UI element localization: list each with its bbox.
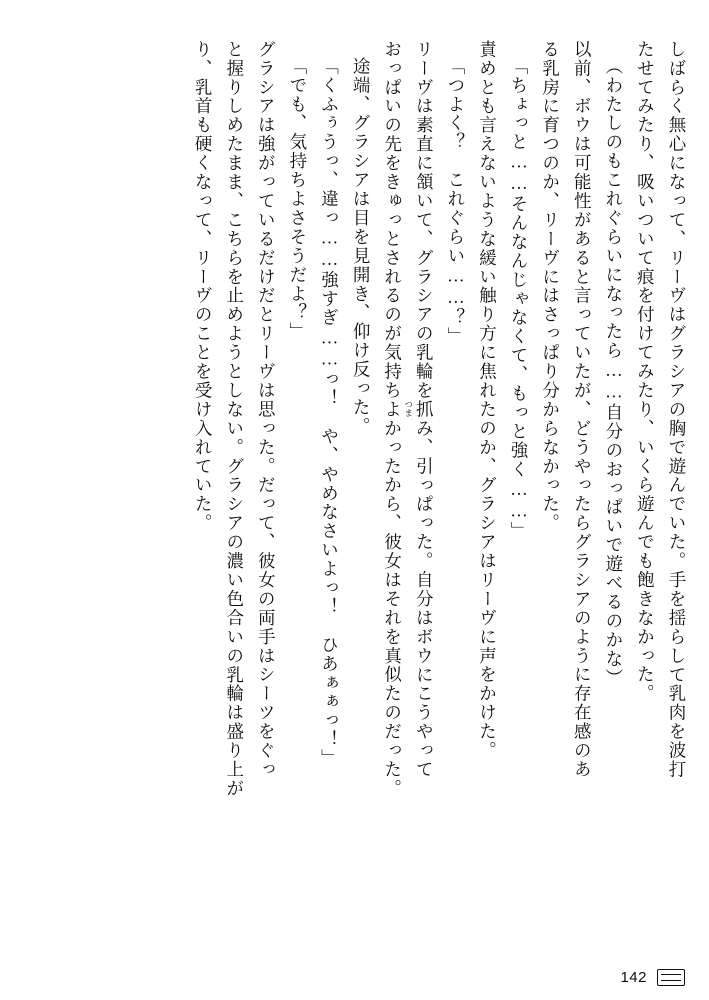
text-line: グラシアは強がっているだけだとリーヴは思った。だって、彼女の両手はシーツをぐっ [256,40,277,780]
text-line: 責めとも言えないような緩い触り方に焦れたのか、グラシアはリーヴに声をかけた。 [477,40,498,761]
text-line: り、乳首も硬くなって、リーヴのことを受け入れていた。 [193,40,214,533]
text-line: 「ちょっと……そんなんじゃなくて、もっと強く……」 [509,57,530,541]
text-line: （わたしのもこれぐらいになったら……自分のおっぱいで遊べるのかな） [603,57,624,688]
publisher-logo-icon [657,969,685,986]
text-line: リーヴは素直に頷いて、グラシアの乳輪を抓 つま み、引っぱった。自分はボウにこうやって [403,40,435,780]
text-line: 「くふぅうっ、違っ……強すぎ……っ！ や、やめなさいよっ！ ひあぁぁっ！」 [319,57,340,769]
text-line: 「でも、気持ちよさそうだよ？」 [287,57,308,342]
page-number: 142 [620,969,647,986]
text-line: 「つよく？ これぐらい……？」 [445,57,466,347]
text-line: おっぱいの先をきゅっとされるのが気持ちよかったから、彼女はそれを真似たのだった。 [382,40,403,798]
text-line: しばらく無心になって、リーヴはグラシアの胸で遊んでいた。手を揺らして乳肉を波打 [667,40,687,780]
ruby-base: 抓 つま [403,400,435,420]
text-line: る乳房に育つのか、リーヴにはさっぱり分からなかった。 [540,40,561,533]
ruby-reading: つま [403,400,414,418]
text-line: 途端、グラシアは目を見開き、仰け反った。 [351,57,372,436]
text-line: 以前、ボウは可能性があると言っていたが、どうやったらグラシアのように存在感のあ [572,40,593,780]
text-line: たせてみたり、吸いついて痕を付けてみたり、いくら遊んでも飽きなかった。 [635,40,656,704]
vertical-text-body [52,40,685,938]
page-footer [620,969,685,986]
text-line: と握りしめたまま、こちらを止めようとしない。グラシアの濃い色合いの乳輪は盛り上が [224,40,245,799]
